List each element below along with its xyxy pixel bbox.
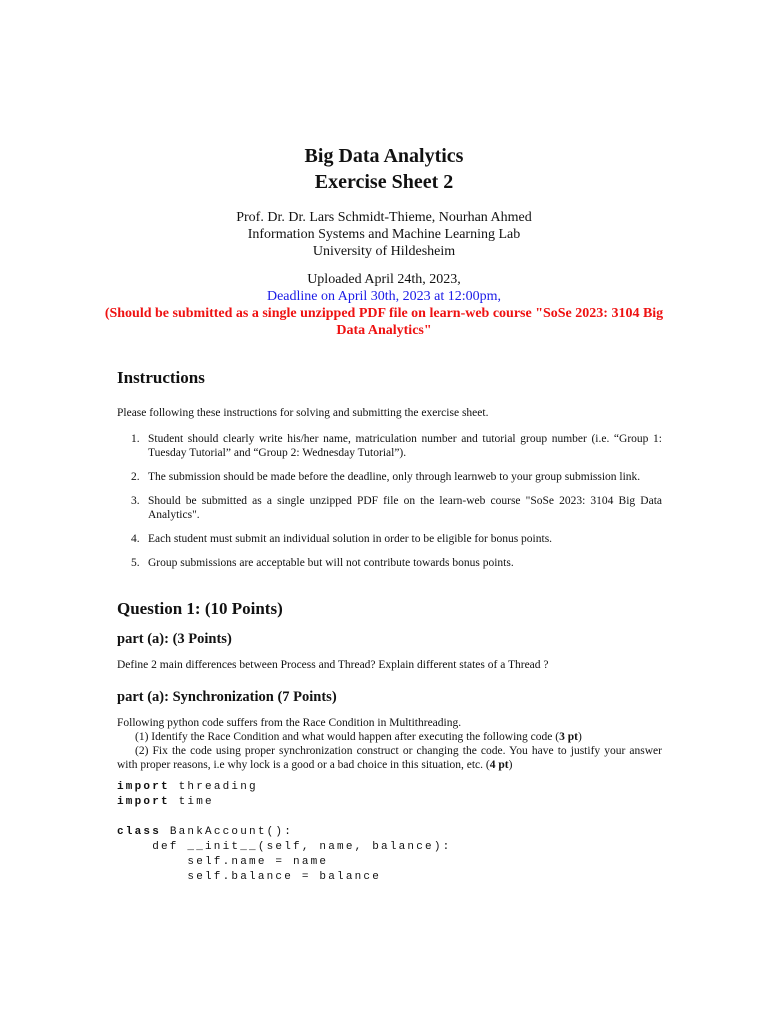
- title-line-2: Exercise Sheet 2: [314, 171, 454, 193]
- list-text: Should be submitted as a single unzipped PDF file on the learn-web course "SoSe 2023: 3104 Big Data Analytics".: [148, 495, 662, 521]
- code-line: self.name = name: [117, 856, 329, 868]
- task-2-end: ): [508, 759, 513, 771]
- part-a-text: Define 2 main differences between Process and Thread? Explain different states of a Thread ?: [117, 659, 549, 671]
- list-number: 1.: [131, 433, 140, 445]
- task-1-end: ): [577, 731, 582, 743]
- task-2-points: 4 pt: [489, 759, 509, 771]
- question-1-heading: Question 1: (10 Points): [117, 599, 283, 618]
- code-line: self.balance = balance: [117, 871, 382, 883]
- list-item: [117, 470, 662, 484]
- code-line: [117, 825, 662, 840]
- code-line: def __init__(self, name, balance):: [117, 841, 452, 853]
- title-line-1: Big Data Analytics: [304, 145, 464, 167]
- task-1-points: 3 pt: [559, 731, 578, 743]
- code-keyword: class: [117, 826, 162, 838]
- list-text: Each student must submit an individual solution in order to be eligible for bonus points.: [148, 533, 553, 545]
- part-b-intro: Following python code suffers from the Race Condition in Multithreading.: [117, 717, 462, 729]
- author-block: [0, 209, 768, 260]
- list-item: [117, 432, 662, 460]
- instructions-list: [117, 432, 662, 570]
- part-b-task-2: [117, 744, 662, 772]
- instructions-heading: Instructions: [117, 368, 205, 387]
- part-b-heading: part (a): Synchronization (7 Points): [117, 689, 337, 705]
- list-text: Student should clearly write his/her name, matriculation number and tutorial group number (i.e. “Group 1: Tuesday Tutorial” and “Group 2: Wednesday Tutorial”).: [148, 433, 662, 459]
- code-line: [117, 795, 662, 810]
- submission-note: (Should be submitted as a single unzipped PDF file on learn-web course "SoSe 2023: 3104 Big Data Analytics": [104, 306, 664, 338]
- list-number: 2.: [131, 471, 140, 483]
- document-title: [0, 143, 768, 195]
- instructions-section: [117, 367, 662, 580]
- list-number: 5.: [131, 557, 140, 569]
- code-text: time: [169, 796, 214, 808]
- author-lab: Information Systems and Machine Learning Lab: [247, 227, 521, 242]
- list-item: [117, 532, 662, 546]
- question-1-section: [117, 598, 662, 885]
- list-text: The submission should be made before the deadline, only through learnweb to your group submission link.: [148, 471, 641, 483]
- list-text: Group submissions are acceptable but will not contribute towards bonus points.: [148, 557, 514, 569]
- instructions-intro: Please following these instructions for solving and submitting the exercise sheet.: [117, 407, 489, 419]
- list-item: [117, 556, 662, 570]
- code-line-blank: [117, 810, 662, 825]
- author-university: University of Hildesheim: [312, 244, 456, 259]
- list-number: 4.: [131, 533, 140, 545]
- part-a-heading: part (a): (3 Points): [117, 631, 232, 647]
- date-block: [0, 271, 768, 339]
- code-keyword: import: [117, 796, 170, 808]
- code-line: [117, 780, 662, 795]
- code-text: BankAccount():: [161, 826, 294, 838]
- code-keyword: import: [117, 781, 170, 793]
- task-1-text: (1) Identify the Race Condition and what would happen after executing the following code (: [135, 731, 560, 743]
- code-listing: [117, 780, 662, 885]
- upload-date: Uploaded April 24th, 2023,: [307, 272, 461, 287]
- author-names: Prof. Dr. Dr. Lars Schmidt-Thieme, Nourhan Ahmed: [236, 210, 532, 225]
- list-number: 3.: [131, 495, 140, 507]
- code-text: threading: [169, 781, 258, 793]
- part-b-task-1: [117, 730, 662, 744]
- list-item: [117, 494, 662, 522]
- deadline: Deadline on April 30th, 2023 at 12:00pm,: [266, 289, 502, 304]
- task-2-text: (2) Fix the code using proper synchronization construct or changing the code. You have to justify your answer with proper reasons, i.e why lock is a good or a bad choice in this situation, etc. (: [117, 745, 662, 771]
